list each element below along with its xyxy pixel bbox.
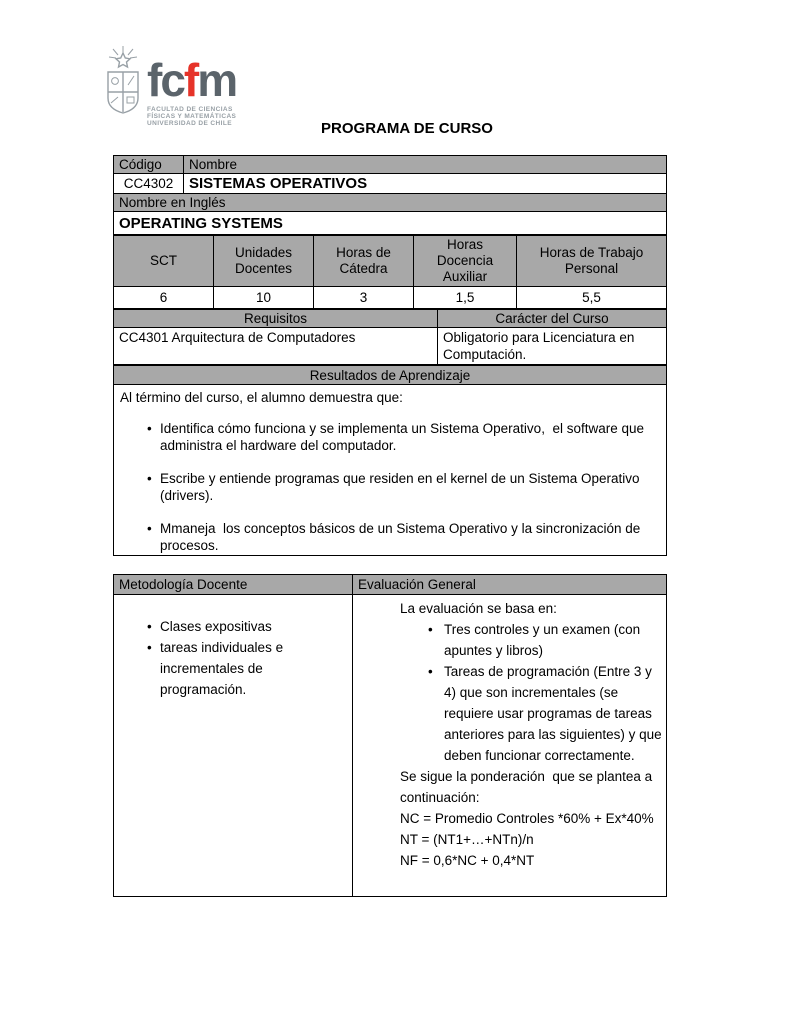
outcome-item: • Mmaneja los conceptos básicos de un Sistema Operativo y la sincronización de procesos. <box>160 520 652 554</box>
requisites-table <box>113 309 667 365</box>
unidades-docentes-value-cell: 10 <box>214 287 314 309</box>
faculty-name-line3: UNIVERSIDAD DE CHILE <box>147 120 232 127</box>
outcomes-list <box>120 420 660 554</box>
fcfm-wordmark <box>147 54 237 106</box>
english-name-header-cell: Nombre en Inglés <box>114 194 667 212</box>
formula-nc: NC = Promedio Controles *60% + Ex*40% <box>400 811 654 826</box>
evaluation-item: • Tres controles y un examen (con apuntes y libros) <box>427 619 667 661</box>
caracter-header-cell: Carácter del Curso <box>438 310 667 328</box>
fcfm-letters-fc: fc <box>147 54 184 106</box>
unidades-docentes-header-cell: Unidades Docentes <box>214 236 314 287</box>
sct-header-cell: SCT <box>114 236 214 287</box>
caracter-value-cell: Obligatorio para Licenciatura en Computación. <box>438 328 667 365</box>
outcome-item: • Escribe y entiende programas que residen en el kernel de un Sistema Operativo (drivers). <box>160 470 652 504</box>
outcomes-intro: Al término del curso, el alumno demuestra que: <box>120 390 403 405</box>
formula-nt: NT = (NT1+…+NTn)/n <box>400 832 534 847</box>
english-name-value-cell: OPERATING SYSTEMS <box>114 212 667 235</box>
requisitos-value-cell: CC4301 Arquitectura de Computadores <box>114 328 438 365</box>
page-title: PROGRAMA DE CURSO <box>321 120 493 137</box>
outcomes-header-table <box>113 365 667 385</box>
nombre-value-cell: SISTEMAS OPERATIVOS <box>184 174 667 194</box>
horas-trabajo-personal-value-cell: 5,5 <box>517 287 667 309</box>
evaluation-weighting-note: Se sigue la ponderación que se plantea a continuación: <box>400 769 656 805</box>
course-id-table <box>113 155 667 235</box>
metodologia-docente-header-cell: Metodología Docente <box>114 575 353 595</box>
resultados-aprendizaje-header-cell: Resultados de Aprendizaje <box>114 366 667 385</box>
course-program-sheet <box>113 155 667 897</box>
horas-docencia-auxiliar-header-cell: Horas Docencia Auxiliar <box>414 236 517 287</box>
methodology-list <box>116 616 350 700</box>
credits-table <box>113 235 667 309</box>
fcfm-logo <box>105 45 236 129</box>
metodologia-docente-cell <box>114 595 353 897</box>
horas-catedra-header-cell: Horas de Cátedra <box>314 236 414 287</box>
codigo-value-cell: CC4302 <box>114 174 184 194</box>
outcome-item: • Identifica cómo funciona y se implementa un Sistema Operativo, el software que administra el hardware del computador. <box>160 420 652 454</box>
evaluation-item: • Tareas de programación (Entre 3 y 4) que son incrementales (se requiere usar programas de tareas anteriores para las siguientes) y que deben funcionar correctamente. <box>427 661 667 766</box>
methodology-item: • tareas individuales e incrementales de programación. <box>160 637 312 700</box>
horas-trabajo-personal-header-cell: Horas de Trabajo Personal <box>517 236 667 287</box>
methodology-item: • Clases expositivas <box>160 616 312 637</box>
horas-catedra-value-cell: 3 <box>314 287 414 309</box>
evaluation-intro: La evaluación se basa en: <box>400 601 557 616</box>
nombre-header-cell: Nombre <box>184 156 667 174</box>
fcfm-letter-m: m <box>197 54 237 106</box>
evaluation-list <box>355 619 664 766</box>
methodology-evaluation-table <box>113 574 667 897</box>
faculty-name-line2: FÍSICAS Y MATEMÁTICAS <box>147 113 237 120</box>
universidad-de-chile-crest-icon <box>105 45 141 129</box>
evaluacion-general-header-cell: Evaluación General <box>353 575 667 595</box>
outcomes-box <box>113 385 667 556</box>
logo-text-block <box>147 45 236 129</box>
formula-nf: NF = 0,6*NC + 0,4*NT <box>400 853 535 868</box>
codigo-header-cell: Código <box>114 156 184 174</box>
evaluacion-general-cell <box>353 595 667 897</box>
sct-value-cell: 6 <box>114 287 214 309</box>
requisitos-header-cell: Requisitos <box>114 310 438 328</box>
fcfm-letter-f-red: f <box>183 54 198 106</box>
horas-docencia-auxiliar-value-cell: 1,5 <box>414 287 517 309</box>
faculty-name-line1: FACULTAD DE CIENCIAS <box>147 106 233 113</box>
